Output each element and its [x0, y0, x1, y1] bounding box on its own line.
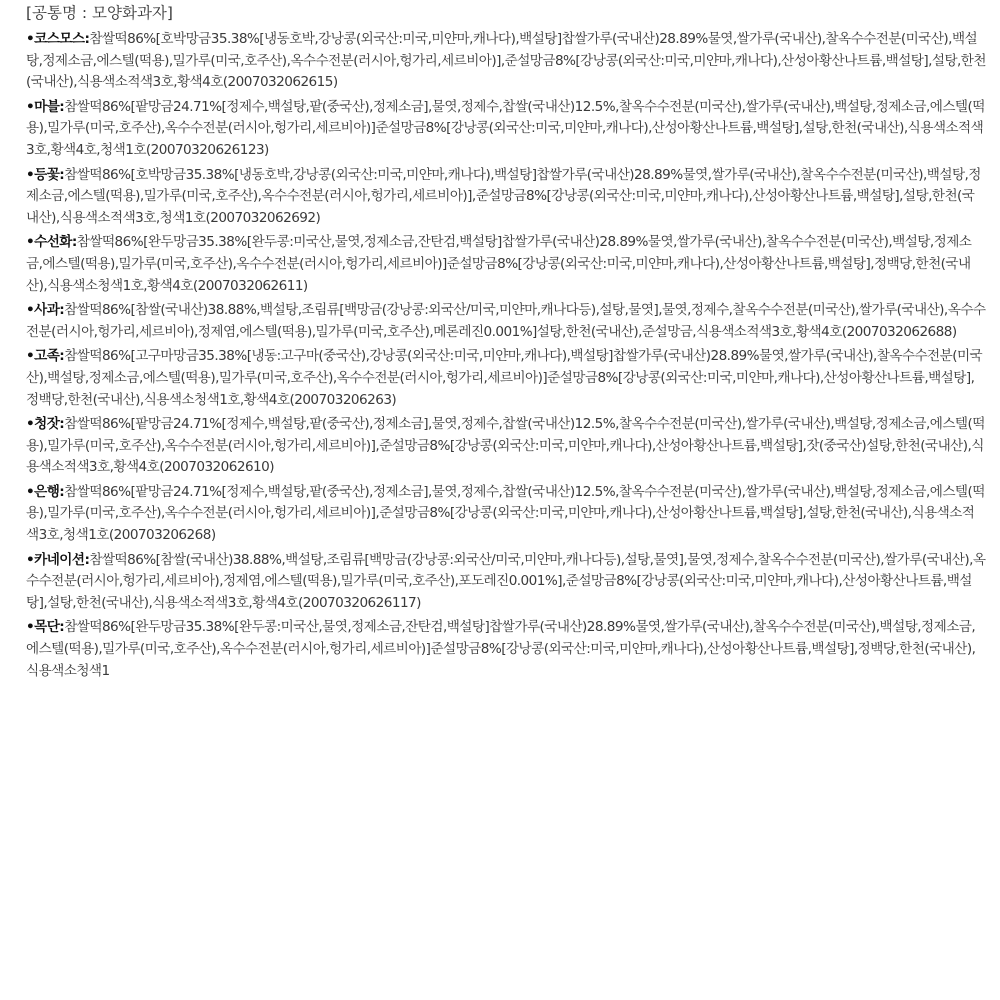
entry-pine-nut [26, 414, 986, 479]
entry-text: 참쌀떡86%[완두망금35.38%[완두콩:미국산,물엿,정제소금,잔탄검,백설탕]찹쌀가루(국내산)28.89%물엿,쌀가루(국내산),찰옥수수전분(미국산),백설탕,정제소금,에스텔(떡용),밀가루(미국,호주산),옥수수전분(러시아,헝가리,세르비아)]준설망금8%[강낭콩(외국산:미국,미얀마,캐나다),산성아황산나트륨,백설탕],정백당,한천(국내산),식용색소청색1호,황색4호(2007032062611) [26, 234, 972, 294]
entry-peony [26, 617, 986, 682]
entry-cosmos [26, 29, 986, 94]
entry-ginkgo [26, 482, 986, 547]
entry-name: •수선화: [26, 234, 77, 251]
entry-name: •목단: [26, 619, 65, 636]
entry-wisteria [26, 165, 986, 230]
entry-marble [26, 97, 986, 162]
entry-name: •사과: [26, 302, 65, 319]
entry-text: 참쌀떡86%[참쌀(국내산)38.88%,백설탕,조림류[백망금(강낭콩:외국산/미국,미얀마,캐나다등),설탕,물엿],물엿,정제수,찰옥수수전분(미국산),쌀가루(국내산),옥수수전분(러시아,헝가리,세르비아),정제염,에스텔(떡용),밀가루(미국,호주산),메론레진0.001%]설탕,한천(국내산),준설망금,식용색소적색3호,황색4호(2007032062688) [26, 302, 986, 340]
entry-carnation [26, 550, 986, 615]
entry-text: 참쌀떡86%[팥망금24.71%[정제수,백설탕,팥(중국산),정제소금],물엿,정제수,찹쌀(국내산)12.5%,찰옥수수전분(미국산),쌀가루(국내산),백설탕,정제소금,에스텔(떡용),밀가루(미국,호주산),옥수수전분(러시아,헝가리,세르비아)],준설망금8%[강낭콩(외국산:미국,미얀마,캐나다),산성아황산나트륨,백설탕],잣(중국산)설탕,한천(국내산),식용색소적색3호,황색4호(2007032062610) [26, 416, 985, 476]
entry-gojok [26, 346, 986, 411]
entry-text: 참쌀떡86%[고구마망금35.38%[냉동:고구마(중국산),강낭콩(외국산:미국,미얀마,캐나다),백설탕]찹쌀가루(국내산)28.89%물엿,쌀가루(국내산),찰옥수수전분(미국산),백설탕,정제소금,에스텔(떡용),밀가루(미국,호주산),옥수수전분(러시아,헝가리,세르비아)]준설망금8%[강낭콩(외국산:미국,미얀마,캐나다),산성아황산나트륨,백설탕],정백당,한천(국내산),식용색소청색1호,황색4호(200703206263) [26, 348, 983, 408]
entry-name: •고족: [26, 348, 65, 365]
entry-daffodil [26, 232, 986, 297]
entry-name: •등꽃: [26, 166, 65, 183]
entry-apple [26, 300, 986, 343]
entry-name: •코스모스: [26, 31, 90, 47]
entry-name: •마블: [26, 98, 65, 115]
entry-text: 참쌀떡86%[팥망금24.71%[정제수,백설탕,팥(중국산),정제소금],물엿,정제수,찹쌀(국내산)12.5%,찰옥수수전분(미국산),쌀가루(국내산),백설탕,정제소금,에스텔(떡용),밀가루(미국,호주산),옥수수전분(러시아,헝가리,세르비아)]준설망금8%[강낭콩(외국산:미국,미얀마,캐나다),산성아황산나트륨,백설탕],설탕,한천(국내산),식용색소적색3호,황색4호,청색1호(2007032062612​3) [26, 98, 985, 158]
entry-text: 참쌀떡86%[팥망금24.71%[정제수,백설탕,팥(중국산),정제소금],물엿,정제수,찹쌀(국내산)12.5%,찰옥수수전분(미국산),쌀가루(국내산),백설탕,정제소금,에스텔(떡용),밀가루(미국,호주산),옥수수전분(러시아,헝가리,세르비아)],준설망금8%[강낭콩(외국산:미국,미얀마,캐나다),산성아황산나트륨,백설탕],설탕,한천(국내산),식용색소적색3호,청색1호(200703206268) [26, 483, 985, 544]
entry-text: 참쌀떡86%[완두망금35.38%[완두콩:미국산,물엿,정제소금,잔탄검,백설탕]찹쌀가루(국내산)28.89%물엿,쌀가루(국내산),찰옥수수전분(미국산),백설탕,정제소금,에스텔(떡용),밀가루(미국,호주산),옥수수전분(러시아,헝가리,세르비아)]준설망금8%[강낭콩(외국산:미국,미얀마,캐나다),산성아황산나트륨,백설탕],정백당,한천(국내산),식용색소청색1 [26, 619, 976, 679]
entry-text: 참쌀떡86%[참쌀(국내산)38.88%,백설탕,조림류[백망금(강낭콩:외국산/미국,미얀마,캐나다등),설탕,물엿],물엿,정제수,찰옥수수전분(미국산),쌀가루(국내산),옥수수전분(러시아,헝가리,세르비아),정제염,에스텔(떡용),밀가루(미국,호주산),포도레진0.001%],준설망금8%[강낭콩(외국산:미국,미얀마,캐나다),산성아황산나트륨,백설탕],설탕,한천(국내산),식용색소적색3호,황색4호(2007032062611​7) [26, 551, 986, 611]
entry-name: •카네이션: [26, 551, 90, 568]
entry-text: 참쌀떡86%[호박망금35.38%[냉동호박,강낭콩(외국산:미국,미얀마,캐나다),백설탕]찹쌀가루(국내산)28.89%물엿,쌀가루(국내산),찰옥수수전분(미국산),백설탕,정제소금,에스텔(떡용),밀가루(미국,호주산),옥수수전분(러시아,헝가리,세르비아)],준설망금8%[강낭콩(외국산:미국,미얀마,캐나다),산성아황산나트륨,백설탕],설탕,한천(국내산),식용색소적색3호,청색1호(2007032062692) [26, 166, 981, 226]
entry-name: •은행: [26, 483, 65, 500]
entry-text: 참쌀떡86%[호박망금35.38%[냉동호박,강낭콩(외국산:미국,미얀마,캐나다),백설탕]찹쌀가루(국내산)28.89%물엿,쌀가루(국내산),찰옥수수전분(미국산),백설탕,정제소금,에스텔(떡용),밀가루(미국,호주산),옥수수전분(러시아,헝가리,세르비아)],준설망금8%[강낭콩(외국산:미국,미얀마,캐나다),산성아황산나트륨,백설탕],설탕,한천(국내산),식용색소적색3호,황색4호(2007032062615) [26, 31, 986, 91]
document-title: [공통명 : 모양화과자] [26, 4, 173, 22]
entry-name: •청잣: [26, 416, 65, 433]
